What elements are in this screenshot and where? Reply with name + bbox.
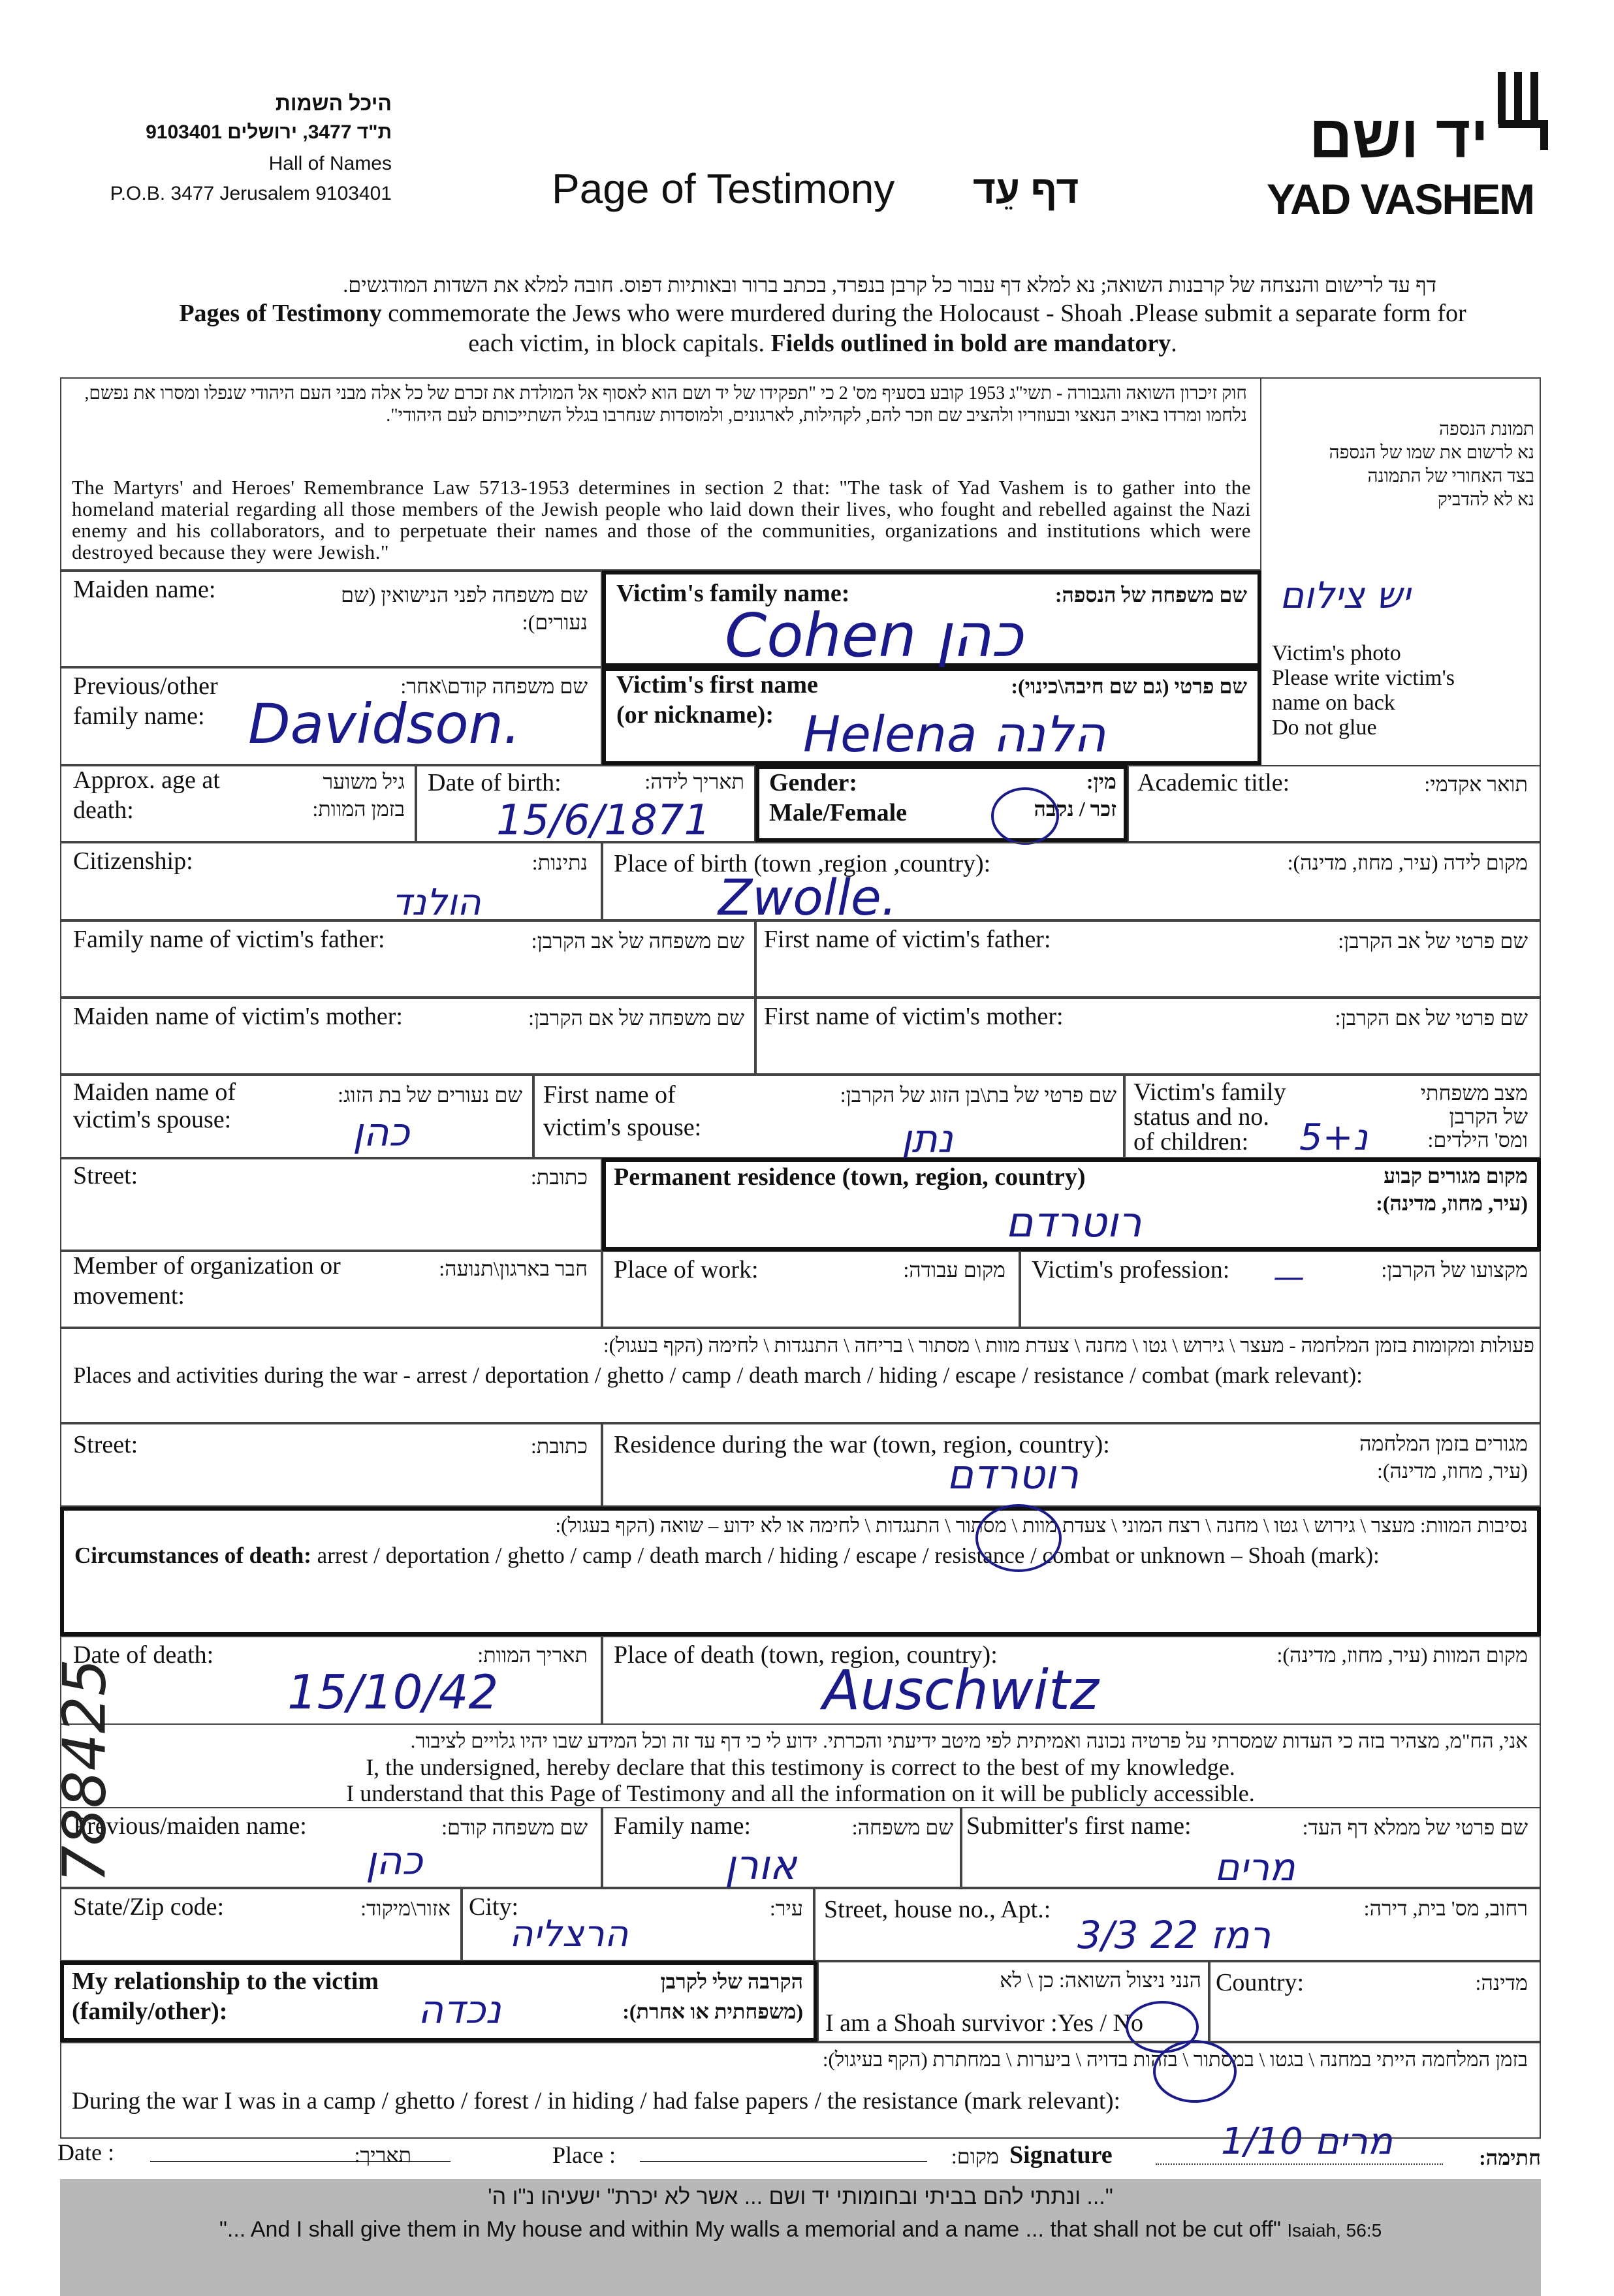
city-label-he: עיר: [769,1896,803,1920]
place-line[interactable] [640,2161,927,2162]
relationship-he-2: (משפחתית או אחרת): [622,2000,803,2023]
first-label-2: (or nickname): [616,701,774,729]
family-label-he: שם משפחה של הנספה: [1054,583,1247,606]
gender-label-2: Male/Female [769,799,908,826]
war-street-label: Street: [73,1431,138,1458]
logo-en: YAD VASHEM [1267,175,1534,223]
quote-en-text: "... And I shall give them in My house and within My walls a memorial and a name ... that shall not be cut off" [219,2217,1281,2242]
country-label: Country: [1216,1969,1305,1996]
spouse-maiden-label-he: שם נעורים של בת הזוג: [338,1083,522,1107]
photo-en-1: Victim's photo [1272,641,1401,665]
spouse-maiden-label-2: victim's spouse: [73,1106,232,1133]
mother-first-label-he: שם פרטי של אם הקרבן: [1335,1006,1528,1030]
submitter-prev-label: Previous/maiden name: [73,1812,307,1840]
mother-first-label: First name of victim's mother: [764,1003,1064,1030]
prev-label-2: family name: [73,702,205,730]
dod-label: Date of death: [73,1641,214,1669]
law-he: חוק זיכרון השואה והגבורה - תשי"ג 1953 קובע בסעיף מס' 2 כי "תפקידו של יד ושם הוא לאסוף אל המולדת את זכרם של כל אלה מבני העם היהודי שנפלו ומסרו את נפשם, נלחמו ומרדו באויב הנאצי ובעוזריו ולהציב שם וזכר להם, לקהילות, לארגונים, ולמוסדות שנחרבו בגלל השתייכותם לעם היהודי". [84,383,1247,426]
academic-label: Academic title: [1137,769,1290,796]
father-first-label: First name of victim's father: [764,926,1051,953]
submitter-first-label: Submitter's first name: [966,1812,1192,1840]
submitter-war-circle-mark [1149,2036,1241,2107]
pob-label: Place of birth (town ,region ,country): [614,850,991,877]
photo-en-4: Do not glue [1272,716,1377,740]
submitter-street-label-he: רחוב, מס' בית, דירה: [1363,1896,1528,1920]
photo-instr-en [1272,641,1455,740]
profession-value: — [1273,1259,1305,1295]
war-residence-value: רוטרדם [947,1451,1079,1498]
page-title-he: דף עֵד [973,168,1079,212]
circumstances-en [74,1541,1380,1571]
warres-he-2: (עיר, מחוז, מדינה): [1377,1459,1528,1483]
submitter-family-value: אורן [725,1841,797,1889]
status-label-3: of children: [1133,1128,1249,1156]
activities-he: פעולות ומקומות בזמן המלחמה - מעצר \ גירוש \ גטו \ מחנה \ צעדת מוות \ מסתור \ בריחה \ התנגדות \ לחימה (הקף בעגול): [603,1334,1534,1357]
pod-label-he: מקום המוות (עיר, מחוז, מדינה): [1276,1643,1528,1667]
pob-value: Zwolle. [718,868,897,926]
submitter-first-value: מרים [1214,1845,1295,1889]
street-label: Street: [73,1162,138,1189]
circumstances-en-text: arrest / deportation / ghetto / camp / death march / hiding / escape / resistance / combat or unknown – Shoah (mark): [311,1543,1380,1568]
logo-flame-icon [1489,65,1554,157]
family-value: Cohen כהן [725,601,1023,670]
intro-en-text: commemorate the Jews who were murdered during the Holocaust - Shoah .Please submit a separate form for [381,300,1466,327]
city-label: City: [469,1893,519,1921]
spouse-maiden-label [73,1078,236,1133]
war-residence-label: Residence during the war (town, region, country): [614,1431,1110,1458]
citizenship-label: Citizenship: [73,847,193,875]
first-label-he: שם פרטי (גם שם חיבה\כינוי): [1011,674,1247,698]
law-en: The Martyrs' and Heroes' Remembrance Law 5713-1953 determines in section 2 that: "The task of Yad Vashem is to gather into the homeland material regarding all those members of the Jewish people who laid down their lives, who fought and rebelled against the Nazi enemy and his collaborators, and to perpetuate their names and those of the communities, organizations and institutions which were destroyed because they were Jewish." [72,476,1251,563]
status-label [1133,1080,1286,1154]
status-label-he [1404,1081,1528,1152]
zip-label-he: אזור\מיקוד: [360,1896,451,1920]
zip-label: State/Zip code: [73,1893,225,1921]
status-value: נ+5 [1299,1116,1368,1159]
spouse-first-value: נתן [901,1116,953,1162]
warres-he-1: מגורים בזמן המלחמה [1359,1432,1528,1455]
photo-he-2: נא לרשום את שמו של הנספה [1329,443,1534,463]
circumstances-circle-mark [973,1499,1064,1577]
place-label-he: מקום: [951,2145,999,2168]
dob-label: Date of birth: [428,769,562,796]
spouse-first-label-2: victim's spouse: [543,1114,702,1141]
prev-label-he: שם משפחה קודם\אחר: [400,674,588,698]
family-label: Victim's family name: [616,580,850,607]
photo-he-4: נא לא להדביק [1437,490,1534,510]
gender-label-1: Gender: [769,769,858,796]
status-he-2: של הקרבן [1449,1105,1528,1128]
pod-value: Auschwitz [823,1658,1099,1722]
survivor-label-he: הנני ניצול השואה: כן \ לא [1000,1968,1201,1992]
maiden-label-he: שם משפחה לפני הנישואין (שם נעורים): [341,583,588,634]
signature-label: Signature [1009,2141,1113,2169]
signature-value: מרים 1/10 [1221,2120,1393,2163]
photo-handwritten: יש צילום [1280,574,1410,617]
pob-label-he: מקום לידה (עיר, מחוז, מדינה): [1287,851,1528,874]
photo-en-2: Please write victim's [1272,666,1455,690]
member-label-1: Member of organization or [73,1252,341,1280]
profession-label-he: מקצועו של הקרבן: [1381,1258,1528,1282]
dod-label-he: תאריך המוות: [477,1643,588,1667]
spouse-first-label-he: שם פרטי של בת\בן הזוג של הקרבן: [840,1083,1116,1107]
intro-en-2a: each victim, in block capitals. [468,330,771,357]
relationship-label-1: My relationship to the victim [72,1968,379,1995]
citizenship-value: הולנד [392,881,481,924]
declaration-en-1: I, the undersigned, hereby declare that this testimony is correct to the best of my knowledge. [366,1754,1235,1780]
perm-he-1: מקום מגורים קבוע [1384,1164,1528,1187]
war-street-label-he: כתובת: [530,1434,588,1458]
war-residence-label-he [1273,1430,1528,1485]
pob-en: P.O.B. 3477 Jerusalem 9103401 [110,183,392,204]
submitter-first-label-he: שם פרטי של ממלא דף העד: [1302,1816,1528,1839]
quote-en [60,2217,1541,2242]
submitter-prev-value: כהן [366,1838,423,1884]
spouse-maiden-value: כהן [353,1110,410,1156]
intro-en-bold: Pages of Testimony [179,300,382,327]
pob-he: ת"ד 3477, ירושלים 9103401 [146,121,392,143]
signature-label-he: חתימה: [1479,2146,1541,2169]
status-label-1: Victim's family [1133,1078,1286,1106]
father-family-label-he: שם משפחה של אב הקרבן: [531,929,744,952]
relationship-label-he [562,1966,803,2026]
gender-label [769,768,907,828]
citizenship-label-he: נתינות: [531,851,588,874]
relationship-label-2: (family/other): [72,1998,228,2025]
gender-circle-mark [986,783,1064,849]
age-label-he: גיל משוער בזמן המוות: [312,770,405,821]
logo-he: יד ושם [1309,104,1489,170]
first-value: Helena הלנה [803,705,1106,763]
survivor-label: I am a Shoah survivor :Yes / No [825,2009,1143,2037]
submitter-war-he: בזמן המלחמה הייתי במחנה \ בגטו \ במסתור \ בזהות בדויה \ ביערות \ במחתרת (הקף בעיגול): [822,2048,1528,2071]
page-title: Page of Testimony [552,165,895,212]
mother-maiden-label-he: שם משפחה של אם הקרבן: [528,1006,744,1030]
photo-he-3: בצד האחורי של התמונה [1367,466,1534,486]
father-first-label-he: שם פרטי של אב הקרבן: [1338,929,1528,952]
activities-en: Places and activities during the war - arrest / deportation / ghetto / camp / death march / hiding / escape / resistance / combat (mark relevant): [73,1362,1363,1388]
intro-en-2c: . [1171,330,1177,357]
submitter-war-en: During the war I was in a camp / ghetto / forest / in hiding / had false papers / the resistance (mark relevant): [72,2088,1120,2115]
gender-he-2: זכר / נקבה [1034,797,1116,821]
status-he-1: מצב משפחתי [1420,1081,1528,1105]
age-label [73,765,220,825]
perm-label: Permanent residence (town, region, country) [614,1163,1086,1191]
quote-he: "... ונתתי להם בביתי ובחומותי יד ושם ... אשר לא יכרת" ישעיהו נ"ו ה' [488,2184,1113,2209]
perm-he-2: (עיר, מחוז, מדינה): [1376,1191,1528,1215]
spouse-maiden-label-1: Maiden name of [73,1078,236,1106]
submitter-family-label: Family name: [614,1812,752,1840]
member-label-he: חבר בארגון\תנועה: [439,1257,588,1280]
dob-label-he: תאריך לידה: [644,770,744,793]
status-label-2: status and no. [1133,1103,1269,1131]
first-label-1: Victim's first name [616,671,818,699]
maiden-label: Maiden name: [73,576,216,603]
prev-label-1: Previous/other [73,672,218,700]
first-label [616,670,818,730]
photo-he-1: תמונת הנספה [1439,419,1534,439]
submitter-prev-label-he: שם משפחה קודם: [441,1816,588,1839]
age-label-2: death: [73,796,134,824]
country-label-he: מדינה: [1475,1971,1528,1994]
photo-en-3: name on back [1272,691,1395,715]
relationship-he-1: הקרבה שלי לקרבן [660,1970,803,1993]
circumstances-en-bold: Circumstances of death: [74,1543,311,1568]
perm-label-he [1273,1162,1528,1217]
spouse-first-label-1: First name of [543,1081,676,1109]
spouse-first-label [543,1078,701,1144]
photo-instr-he [1267,418,1534,512]
date-label: Date : [57,2139,114,2165]
gender-he-1: מין: [1086,770,1116,793]
member-label-2: movement: [73,1282,185,1310]
place-label: Place : [552,2142,616,2168]
intro-en-2b: Fields outlined in bold are mandatory [770,330,1171,357]
father-family-label: Family name of victim's father: [73,926,385,953]
dob-value: 15/6/1871 [496,796,711,845]
declaration-en-2: I understand that this Page of Testimony and all the information on it will be publicly accessible. [346,1780,1255,1806]
relationship-value: נכדה [418,1987,501,2033]
perm-value: רוטרדם [1005,1199,1142,1247]
profession-label: Victim's profession: [1032,1256,1230,1283]
submitter-street-label: Street, house no., Apt.: [824,1896,1051,1923]
intro-en-2 [72,329,1574,358]
relationship-label [72,1966,379,2026]
margin-number: 788425 [50,1658,119,1883]
hall-he: היכל השמות [275,91,392,115]
submitter-family-label-he: שם משפחה: [851,1816,953,1839]
submitter-street-value: רמז 22 3/3 [1077,1913,1271,1957]
member-label [73,1251,341,1311]
pod-label: Place of death (town, region, country): [614,1641,998,1669]
quote-ref: Isaiah, 56:5 [1287,2220,1382,2241]
academic-label-he: תואר אקדמי: [1424,772,1528,796]
prev-value: Davidson. [248,692,521,756]
work-label-he: מקום עבודה: [903,1258,1005,1282]
dod-value: 15/10/42 [287,1665,499,1720]
intro-en-1 [72,299,1574,328]
status-he-3: ומס' הילדים: [1427,1128,1528,1152]
city-value: הרצליה [509,1913,629,1955]
yad-vashem-logo [1267,65,1554,222]
street-label-he: כתובת: [530,1165,588,1189]
mother-maiden-label: Maiden name of victim's mother: [73,1003,403,1030]
hall-en: Hall of Names [268,153,392,174]
signature-line[interactable] [1156,2163,1443,2165]
declaration-he: אני, הח"מ, מצהיר בזה כי העדות שמסרתי על פרטיה נכונה ואמיתית לפי מיטב ידיעתי והכרתי. ידוע לי כי דף עד זה וכל המידע שבו יהיו גלויים לציבור. [410,1729,1528,1752]
work-label: Place of work: [614,1256,759,1283]
date-label-he: תאריך: [354,2143,411,2167]
age-label-1: Approx. age at [73,766,220,794]
prev-label [73,671,218,731]
intro-he: דף עד לרישום והנצחה של קרבנות השואה; נא למלא דף עבור כל קרבן בנפרד, בכתב ברור ובאותיות דפוס. חובה למלא את השדות המודגשים. [343,273,1436,296]
circumstances-he: נסיבות המוות: מעצר \ גירוש \ גטו \ מחנה \ רצח המוני \ צעדת מוות \ מסתור \ התנגדות \ לחימה או לא ידוע – שואה (הקף בעגול): [555,1514,1528,1537]
